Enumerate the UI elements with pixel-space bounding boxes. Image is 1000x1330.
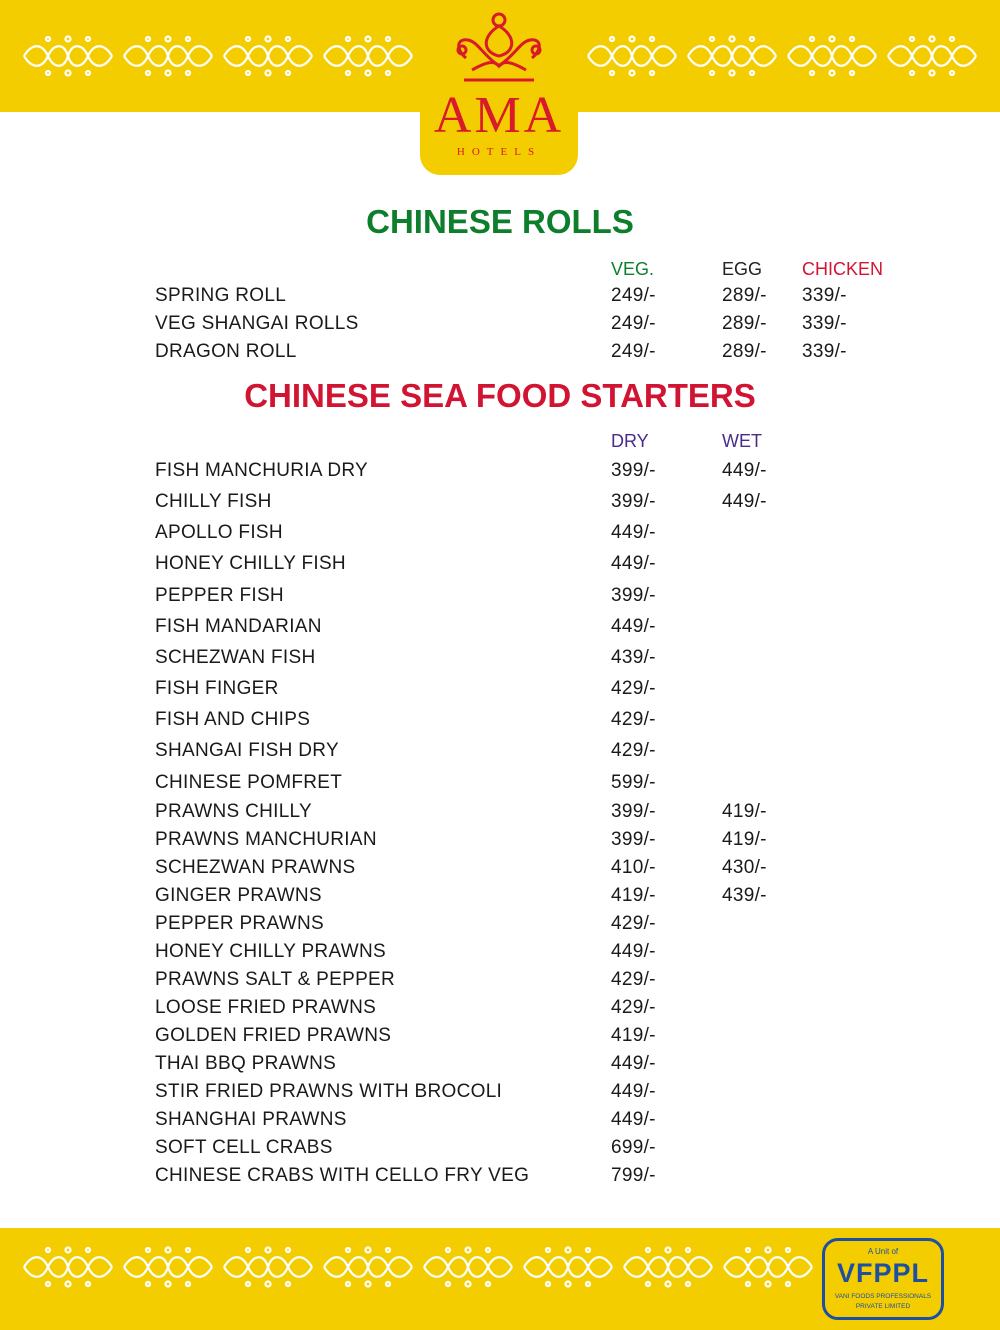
- item-name: VEG SHANGAI ROLLS: [155, 313, 359, 334]
- item-name: HONEY CHILLY FISH: [155, 553, 346, 574]
- price-wet: 430/-: [722, 857, 767, 878]
- menu-row: [0, 1024, 1000, 1050]
- price-veg: 249/-: [611, 285, 656, 306]
- price-dry: 429/-: [611, 997, 656, 1018]
- item-name: FISH AND CHIPS: [155, 709, 311, 730]
- item-name: CHILLY FISH: [155, 491, 272, 512]
- price-veg: 249/-: [611, 341, 656, 362]
- price-dry: 449/-: [611, 941, 656, 962]
- item-name: PRAWNS CHILLY: [155, 801, 312, 822]
- kolam-ornament-icon: [684, 33, 780, 79]
- vfppl-name: VFPPL: [836, 1258, 929, 1288]
- price-dry: 449/-: [611, 1053, 656, 1074]
- menu-row: [0, 800, 1000, 826]
- item-name: SCHEZWAN PRAWNS: [155, 857, 356, 878]
- menu-row: [0, 677, 1000, 703]
- price-wet: 419/-: [722, 801, 767, 822]
- item-name: GOLDEN FRIED PRAWNS: [155, 1025, 392, 1046]
- item-name: FISH MANDARIAN: [155, 616, 322, 637]
- price-dry: 599/-: [611, 772, 656, 793]
- menu-row: [0, 1080, 1000, 1106]
- menu-row: [0, 646, 1000, 672]
- price-dry: 449/-: [611, 1109, 656, 1130]
- item-name: FISH FINGER: [155, 678, 279, 699]
- item-name: THAI BBQ PRAWNS: [155, 1053, 337, 1074]
- price-dry: 449/-: [611, 553, 656, 574]
- menu-row: [0, 615, 1000, 641]
- menu-row: [0, 828, 1000, 854]
- kolam-ornament-icon: [884, 33, 980, 79]
- price-wet: 419/-: [722, 829, 767, 850]
- menu-row: [0, 340, 1000, 366]
- column-header-egg: EGG: [722, 259, 763, 279]
- kolam-ornament-icon: [620, 1244, 716, 1290]
- section-title-seafood: CHINESE SEA FOOD STARTERS: [244, 377, 756, 414]
- price-wet: 449/-: [722, 491, 767, 512]
- kolam-ornament-icon: [120, 1244, 216, 1290]
- menu-row: [0, 739, 1000, 765]
- kolam-ornament-icon: [320, 1244, 416, 1290]
- menu-row: [0, 312, 1000, 338]
- price-dry: 449/-: [611, 1081, 656, 1102]
- item-name: HONEY CHILLY PRAWNS: [155, 941, 386, 962]
- vfppl-fullname-line1: VANI FOODS PROFESSIONALS: [834, 1293, 932, 1300]
- price-wet: 439/-: [722, 885, 767, 906]
- vfppl-unit-label: A Unit of: [867, 1247, 899, 1256]
- item-name: DRAGON ROLL: [155, 341, 297, 362]
- price-chicken: 339/-: [802, 285, 847, 306]
- kolam-ornament-icon: [420, 1244, 516, 1290]
- price-veg: 249/-: [611, 313, 656, 334]
- price-wet: 449/-: [722, 460, 767, 481]
- kolam-ornament-icon: [720, 1244, 816, 1290]
- kolam-ornament-icon: [784, 33, 880, 79]
- price-dry: 449/-: [611, 616, 656, 637]
- logo-subtitle: HOTELS: [456, 146, 542, 158]
- item-name: PEPPER PRAWNS: [155, 913, 324, 934]
- item-name: PRAWNS MANCHURIAN: [155, 829, 377, 850]
- column-header-chicken: CHICKEN: [802, 259, 884, 279]
- section-title-rolls: CHINESE ROLLS: [366, 203, 634, 240]
- menu-row: [0, 968, 1000, 994]
- kolam-ornament-icon: [520, 1244, 616, 1290]
- menu-row: [0, 771, 1000, 797]
- kolam-ornament-icon: [20, 1244, 116, 1290]
- item-name: SOFT CELL CRABS: [155, 1137, 333, 1158]
- column-header-wet: WET: [722, 431, 762, 451]
- kolam-ornament-icon: [120, 33, 216, 79]
- menu-row: [0, 1108, 1000, 1134]
- price-dry: 399/-: [611, 491, 656, 512]
- menu-row: [0, 1136, 1000, 1162]
- price-dry: 439/-: [611, 647, 656, 668]
- price-dry: 399/-: [611, 585, 656, 606]
- price-chicken: 339/-: [802, 313, 847, 334]
- kolam-ornament-icon: [220, 1244, 316, 1290]
- price-dry: 449/-: [611, 522, 656, 543]
- logo-brand: AMA: [433, 87, 565, 144]
- item-name: SHANGHAI PRAWNS: [155, 1109, 347, 1130]
- menu-row: [0, 912, 1000, 938]
- menu-row: [0, 552, 1000, 578]
- menu-row: [0, 996, 1000, 1022]
- price-egg: 289/-: [722, 341, 767, 362]
- price-dry: 429/-: [611, 913, 656, 934]
- price-dry: 429/-: [611, 969, 656, 990]
- menu-row: [0, 459, 1000, 485]
- menu-row: [0, 584, 1000, 610]
- kolam-ornament-icon: [320, 33, 416, 79]
- price-dry: 429/-: [611, 678, 656, 699]
- price-egg: 289/-: [722, 285, 767, 306]
- kolam-ornament-icon: [584, 33, 680, 79]
- kolam-crest-icon: [442, 10, 556, 90]
- price-dry: 429/-: [611, 709, 656, 730]
- vfppl-fullname-line2: PRIVATE LIMITED: [855, 1303, 911, 1310]
- price-egg: 289/-: [722, 313, 767, 334]
- column-header-veg: VEG.: [611, 259, 655, 279]
- menu-row: [0, 856, 1000, 882]
- item-name: GINGER PRAWNS: [155, 885, 322, 906]
- price-dry: 410/-: [611, 857, 656, 878]
- kolam-ornament-icon: [20, 33, 116, 79]
- item-name: APOLLO FISH: [155, 522, 283, 543]
- menu-row: [0, 1052, 1000, 1078]
- item-name: PRAWNS SALT & PEPPER: [155, 969, 396, 990]
- menu-row: [0, 1164, 1000, 1190]
- menu-row: [0, 521, 1000, 547]
- price-dry: 399/-: [611, 829, 656, 850]
- menu-row: [0, 490, 1000, 516]
- ama-hotels-logo: [420, 0, 578, 175]
- menu-row: [0, 708, 1000, 734]
- menu-row: [0, 884, 1000, 910]
- item-name: SHANGAI FISH DRY: [155, 740, 339, 761]
- price-dry: 399/-: [611, 801, 656, 822]
- item-name: CHINESE CRABS WITH CELLO FRY VEG: [155, 1165, 530, 1186]
- vfppl-badge: [822, 1238, 944, 1320]
- item-name: STIR FRIED PRAWNS WITH BROCOLI: [155, 1081, 503, 1102]
- column-header-dry: DRY: [611, 431, 649, 451]
- item-name: SCHEZWAN FISH: [155, 647, 316, 668]
- item-name: LOOSE FRIED PRAWNS: [155, 997, 377, 1018]
- price-chicken: 339/-: [802, 341, 847, 362]
- price-dry: 699/-: [611, 1137, 656, 1158]
- price-dry: 429/-: [611, 740, 656, 761]
- menu-row: [0, 940, 1000, 966]
- price-dry: 419/-: [611, 1025, 656, 1046]
- price-dry: 799/-: [611, 1165, 656, 1186]
- price-dry: 399/-: [611, 460, 656, 481]
- item-name: SPRING ROLL: [155, 285, 287, 306]
- price-dry: 419/-: [611, 885, 656, 906]
- item-name: FISH MANCHURIA DRY: [155, 460, 369, 481]
- item-name: CHINESE POMFRET: [155, 772, 343, 793]
- kolam-ornament-icon: [220, 33, 316, 79]
- menu-row: [0, 284, 1000, 310]
- item-name: PEPPER FISH: [155, 585, 284, 606]
